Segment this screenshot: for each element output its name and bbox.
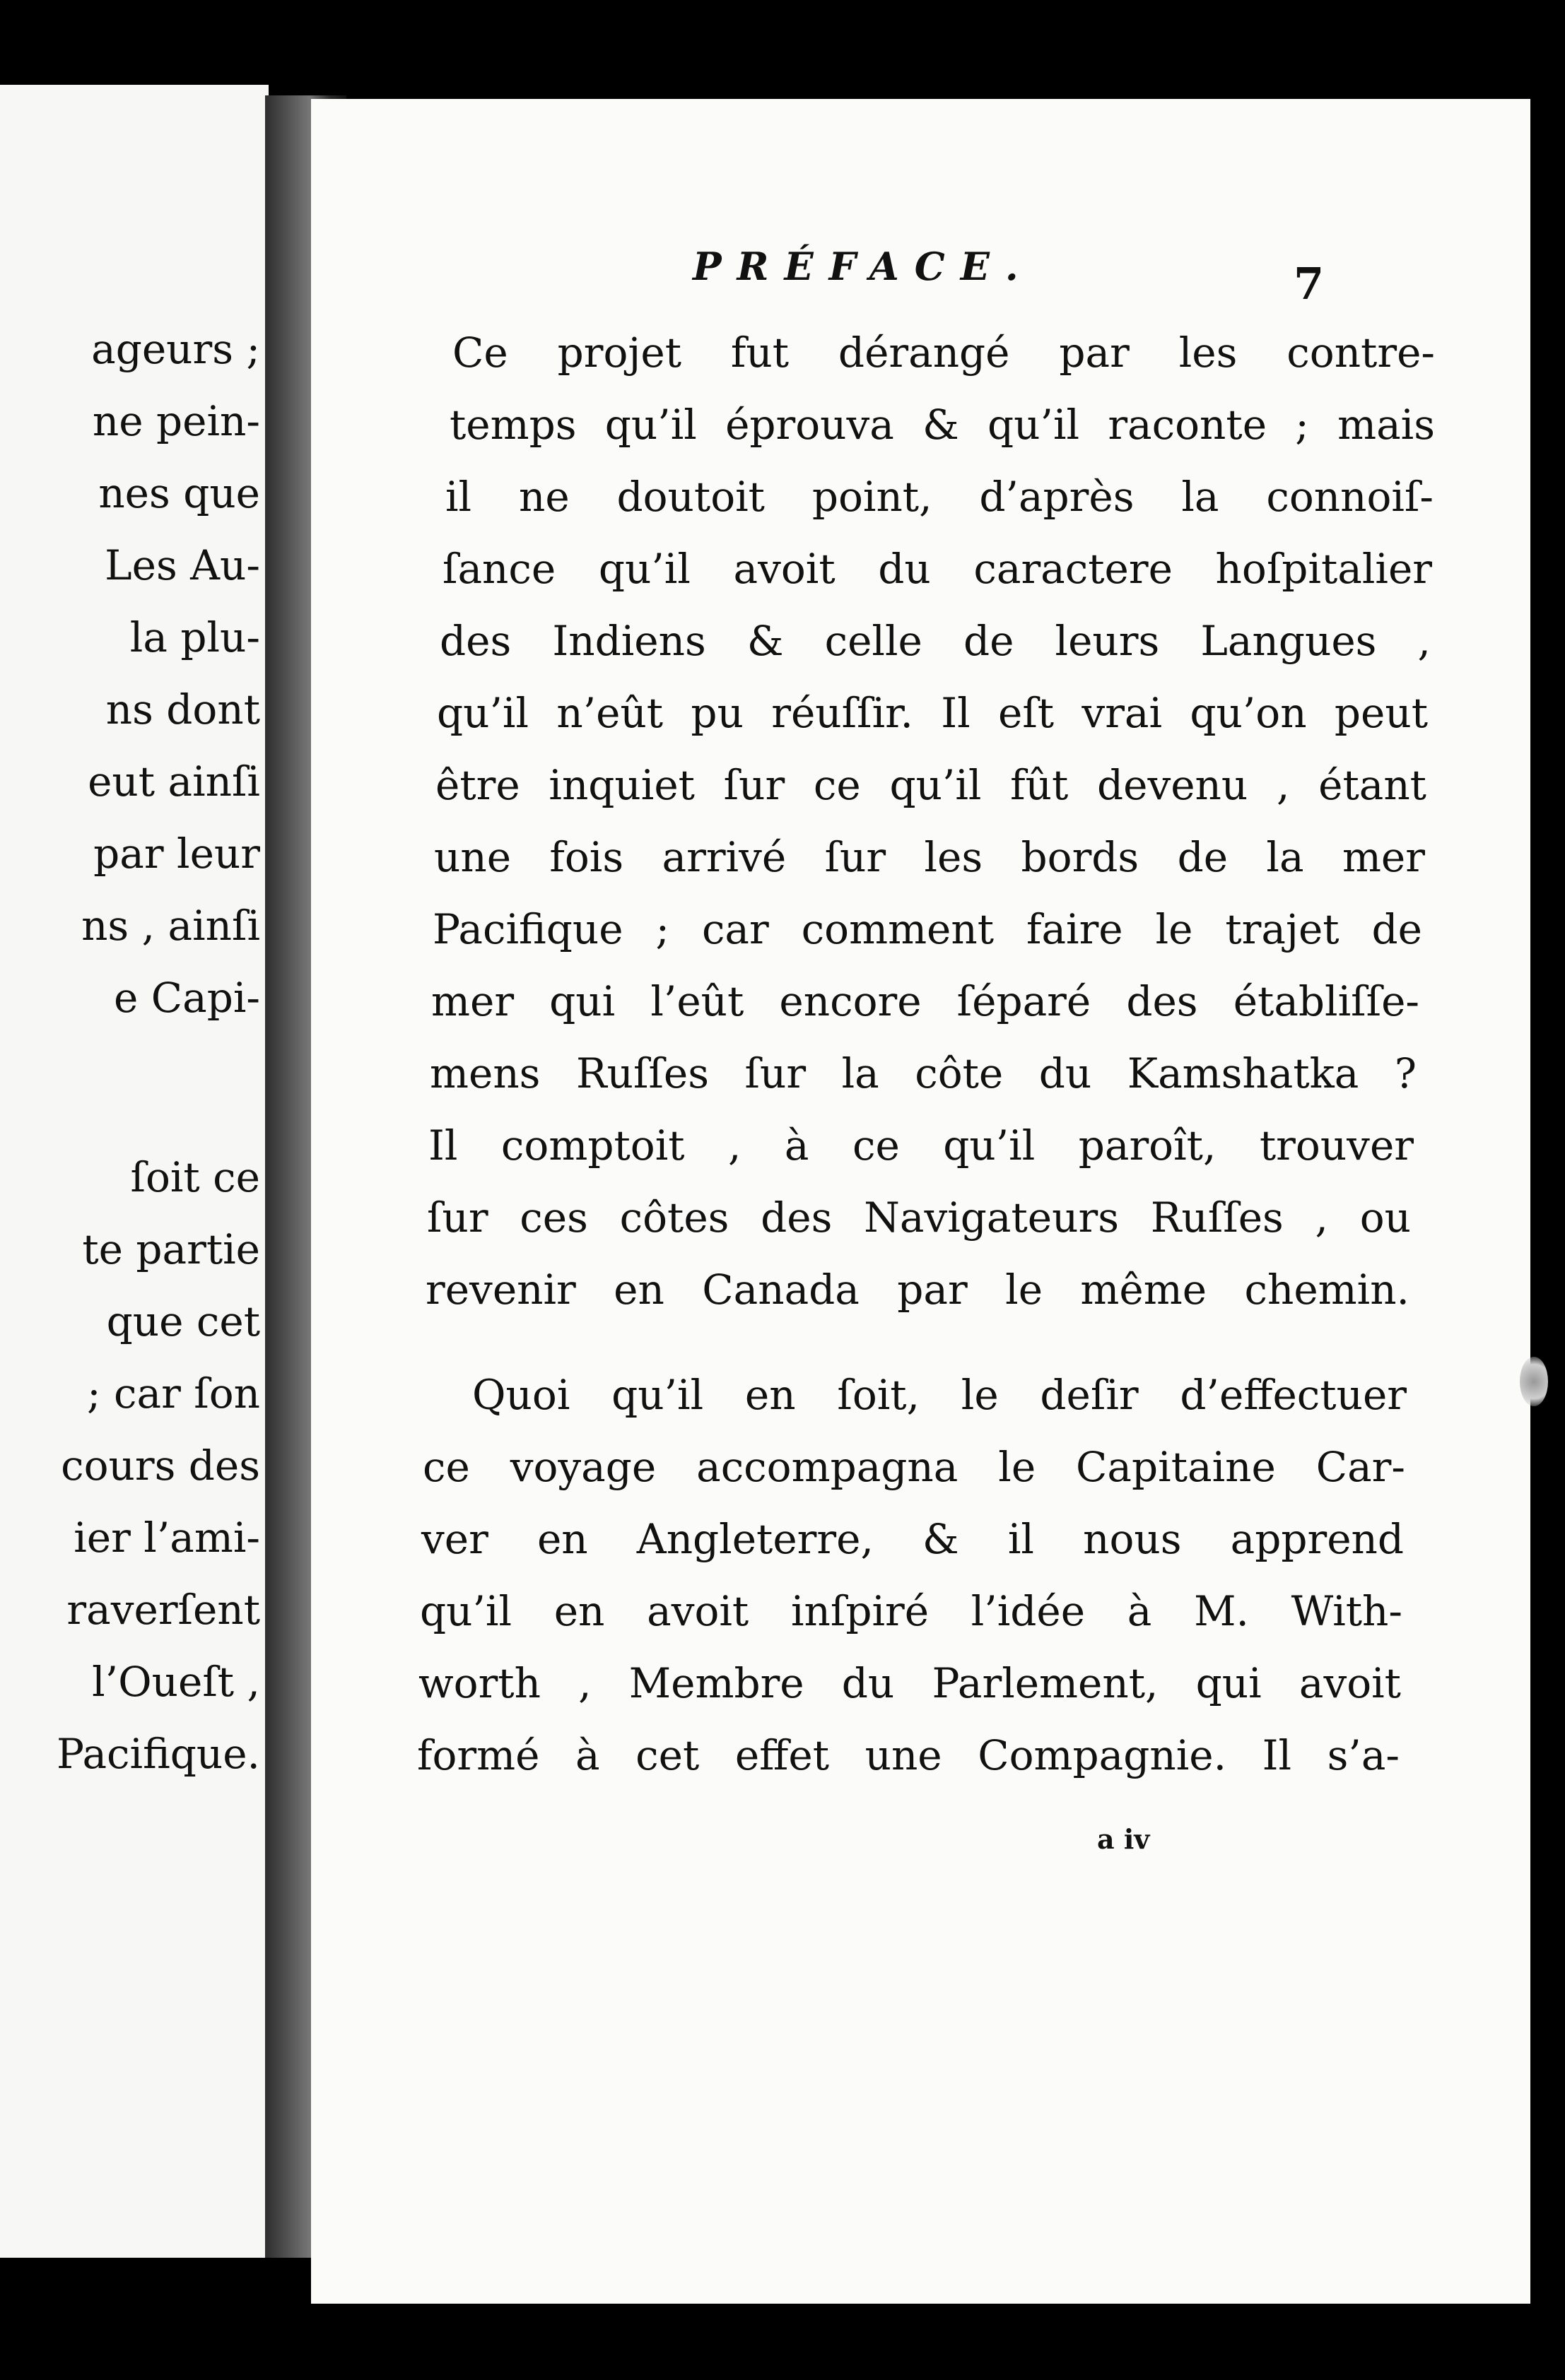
text-line: qu’il en avoit inſpiré l’idée à M. With- [420,1587,1402,1635]
left-page-line: Pacifique. [57,1730,260,1778]
text-line: mens Ruſſes ſur la côte du Kamshatka ? [430,1049,1417,1097]
text-line: Quoi qu’il en ſoit, le deſir d’effectuer [472,1371,1407,1419]
left-page-line: ageurs ; [91,325,260,373]
page-number: 7 [1294,258,1325,310]
text-line: être inquiet ſur ce qu’il fût devenu , étant [435,761,1426,809]
text-line: Pacifique ; car comment faire le trajet de [433,905,1422,953]
signature-mark: a iv [1097,1823,1150,1855]
text-line: une fois arrivé ſur les bords de la mer [434,833,1425,881]
text-line: revenir en Canada par le même chemin. [426,1266,1409,1314]
text-line: temps qu’il éprouva & qu’il raconte ; mais [450,401,1435,449]
left-page-line: cours des [61,1442,260,1490]
left-page-line: l’Oueſt , [92,1658,260,1706]
text-line: il ne doutoit point, d’après la connoiſ- [445,473,1434,521]
text-line: ſance qu’il avoit du caractere hoſpitalier [442,545,1432,593]
left-page-line: e Capi- [114,974,260,1022]
left-page-line: ne pein- [92,397,260,445]
left-page-line: Les Au- [105,541,260,589]
left-page-line: raverſent [66,1586,260,1634]
right-page [311,99,1530,2304]
left-page-line: ns dont [105,685,260,734]
left-facing-page [0,85,269,2258]
text-line: ce voyage accompagna le Capitaine Car- [423,1443,1405,1491]
left-page-line: ns , ainſi [81,902,260,950]
running-header: PRÉFACE. [693,244,1034,289]
left-page-line: ſoit ce [130,1153,260,1201]
text-line: des Indiens & celle de leurs Langues , [440,617,1431,665]
scan-blemish [1520,1357,1548,1406]
left-page-line: eut ainſi [88,758,260,806]
text-line: worth , Membre du Parlement, qui avoit [418,1659,1401,1707]
left-page-line: ier l’ami- [74,1514,260,1562]
text-line: qu’il n’eût pu réuſſir. Il eſt vrai qu’on peut [437,689,1428,737]
left-page-line: te partie [82,1225,260,1273]
left-page-line: que cet [106,1297,260,1345]
left-page-line: la plu- [129,613,260,661]
text-line: ver en Angleterre, & il nous apprend [421,1515,1404,1563]
text-line: mer qui l’eût encore ſéparé des établiſſe- [431,977,1419,1025]
text-line: ſur ces côtes des Navigateurs Ruſſes , ou [427,1194,1411,1242]
text-line: Il comptoit , à ce qu’il paroît, trouver [428,1121,1414,1170]
text-line: formé à cet effet une Compagnie. Il s’a- [417,1731,1400,1779]
text-line: Ce projet fut dérangé par les contre- [452,329,1435,377]
left-page-line: ; car ſon [87,1369,260,1418]
left-page-line: par leur [93,830,260,878]
left-page-line: nes que [98,469,260,517]
